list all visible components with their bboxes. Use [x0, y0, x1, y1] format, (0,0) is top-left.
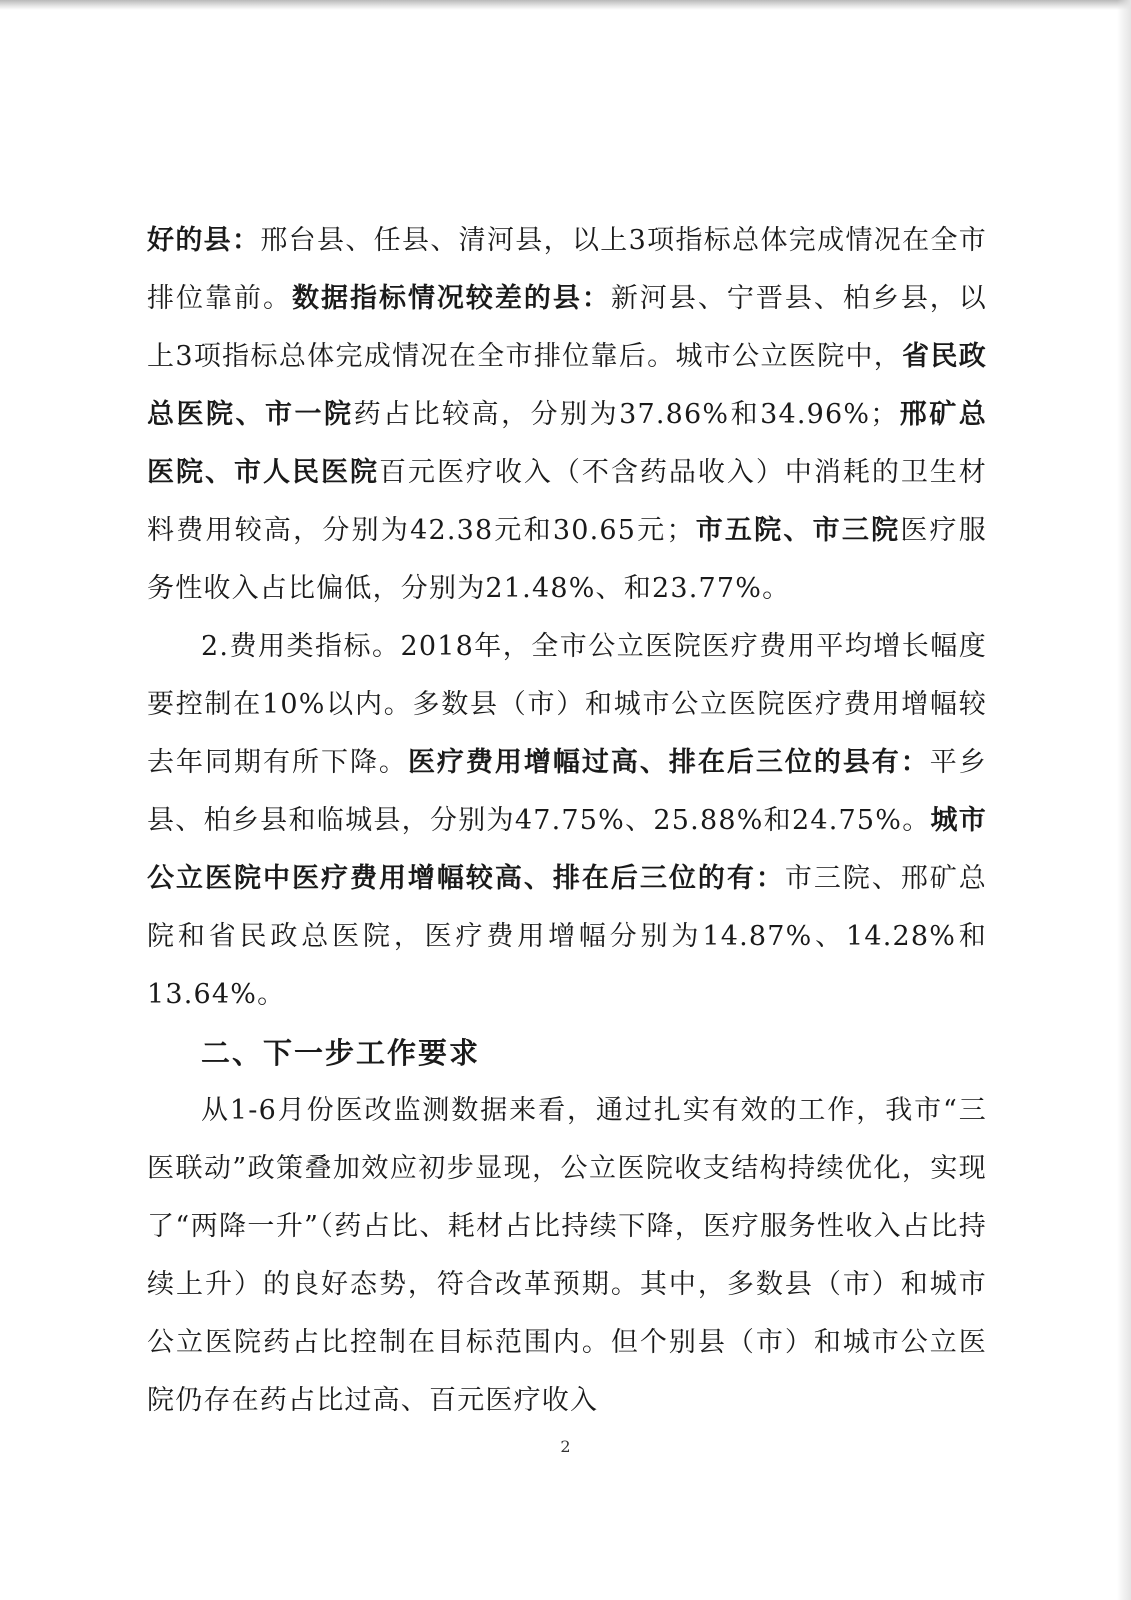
- bold-text-segment: 好的县：: [147, 225, 261, 256]
- text-segment: 医疗服务性收入占比偏低，分别为21.48%、和23.77%。: [147, 515, 987, 604]
- body-paragraph: [147, 618, 987, 1024]
- text-segment: 从1-6月份医改监测数据来看，通过扎实有效的工作，我市“三医联动”政策叠加效应初步显现，公立医院收支结构持续优化，实现了“两降一升”（药占比、耗材占比持续下降，医疗服务性收入占比持续上升）的良好态势，符合改革预期。其中，多数县（市）和城市公立医院药占比控制在目标范围内。但个别县（市）和城市公立医院仍存在药占比过高、百元医疗收入: [147, 1095, 987, 1416]
- bold-text-segment: 二、下一步工作要求: [201, 1036, 481, 1070]
- bold-text-segment: 邢矿总医院、市人民医院: [147, 399, 987, 488]
- text-segment: 百元医疗收入（不含药品收入）中消耗的卫生材料费用较高，分别为42.38元和30.65元；: [147, 457, 988, 546]
- text-segment: 药占比较高，分别为37.86%和34.96%；: [353, 399, 899, 430]
- body-paragraph: [147, 1082, 987, 1430]
- document-body: [147, 212, 987, 1430]
- scan-right-edge: [1117, 0, 1131, 1600]
- text-segment: 平乡县、柏乡县和临城县，分别为47.75%、25.88%和24.75%。: [147, 747, 987, 836]
- bold-text-segment: 城市公立医院中医疗费用增幅较高、排在后三位的有：: [147, 805, 987, 894]
- bold-text-segment: 数据指标情况较差的县：: [291, 283, 611, 314]
- bold-text-segment: 医疗费用增幅过高、排在后三位的县有：: [407, 747, 930, 778]
- text-segment: 新河县、宁晋县、柏乡县，以上3项指标总体完成情况在全市排位靠后。城市公立医院中，: [147, 283, 987, 372]
- bold-text-segment: 市五院、市三院: [694, 515, 901, 546]
- section-heading: [147, 1024, 987, 1082]
- bold-text-segment: 省民政总医院、市一院: [147, 341, 988, 430]
- body-paragraph: [147, 212, 987, 618]
- page-number: 2: [560, 1437, 571, 1456]
- scan-top-edge: [0, 0, 1131, 10]
- text-segment: 邢台县、任县、清河县，以上3项指标总体完成情况在全市排位靠前。: [147, 225, 987, 314]
- text-segment: 市三院、邢矿总院和省民政总医院，医疗费用增幅分别为14.87%、14.28%和13.64%。: [147, 863, 987, 1010]
- text-segment: 2.费用类指标。2018年，全市公立医院医疗费用平均增长幅度要控制在10%以内。多数县（市）和城市公立医院医疗费用增幅较去年同期有所下降。: [147, 631, 987, 778]
